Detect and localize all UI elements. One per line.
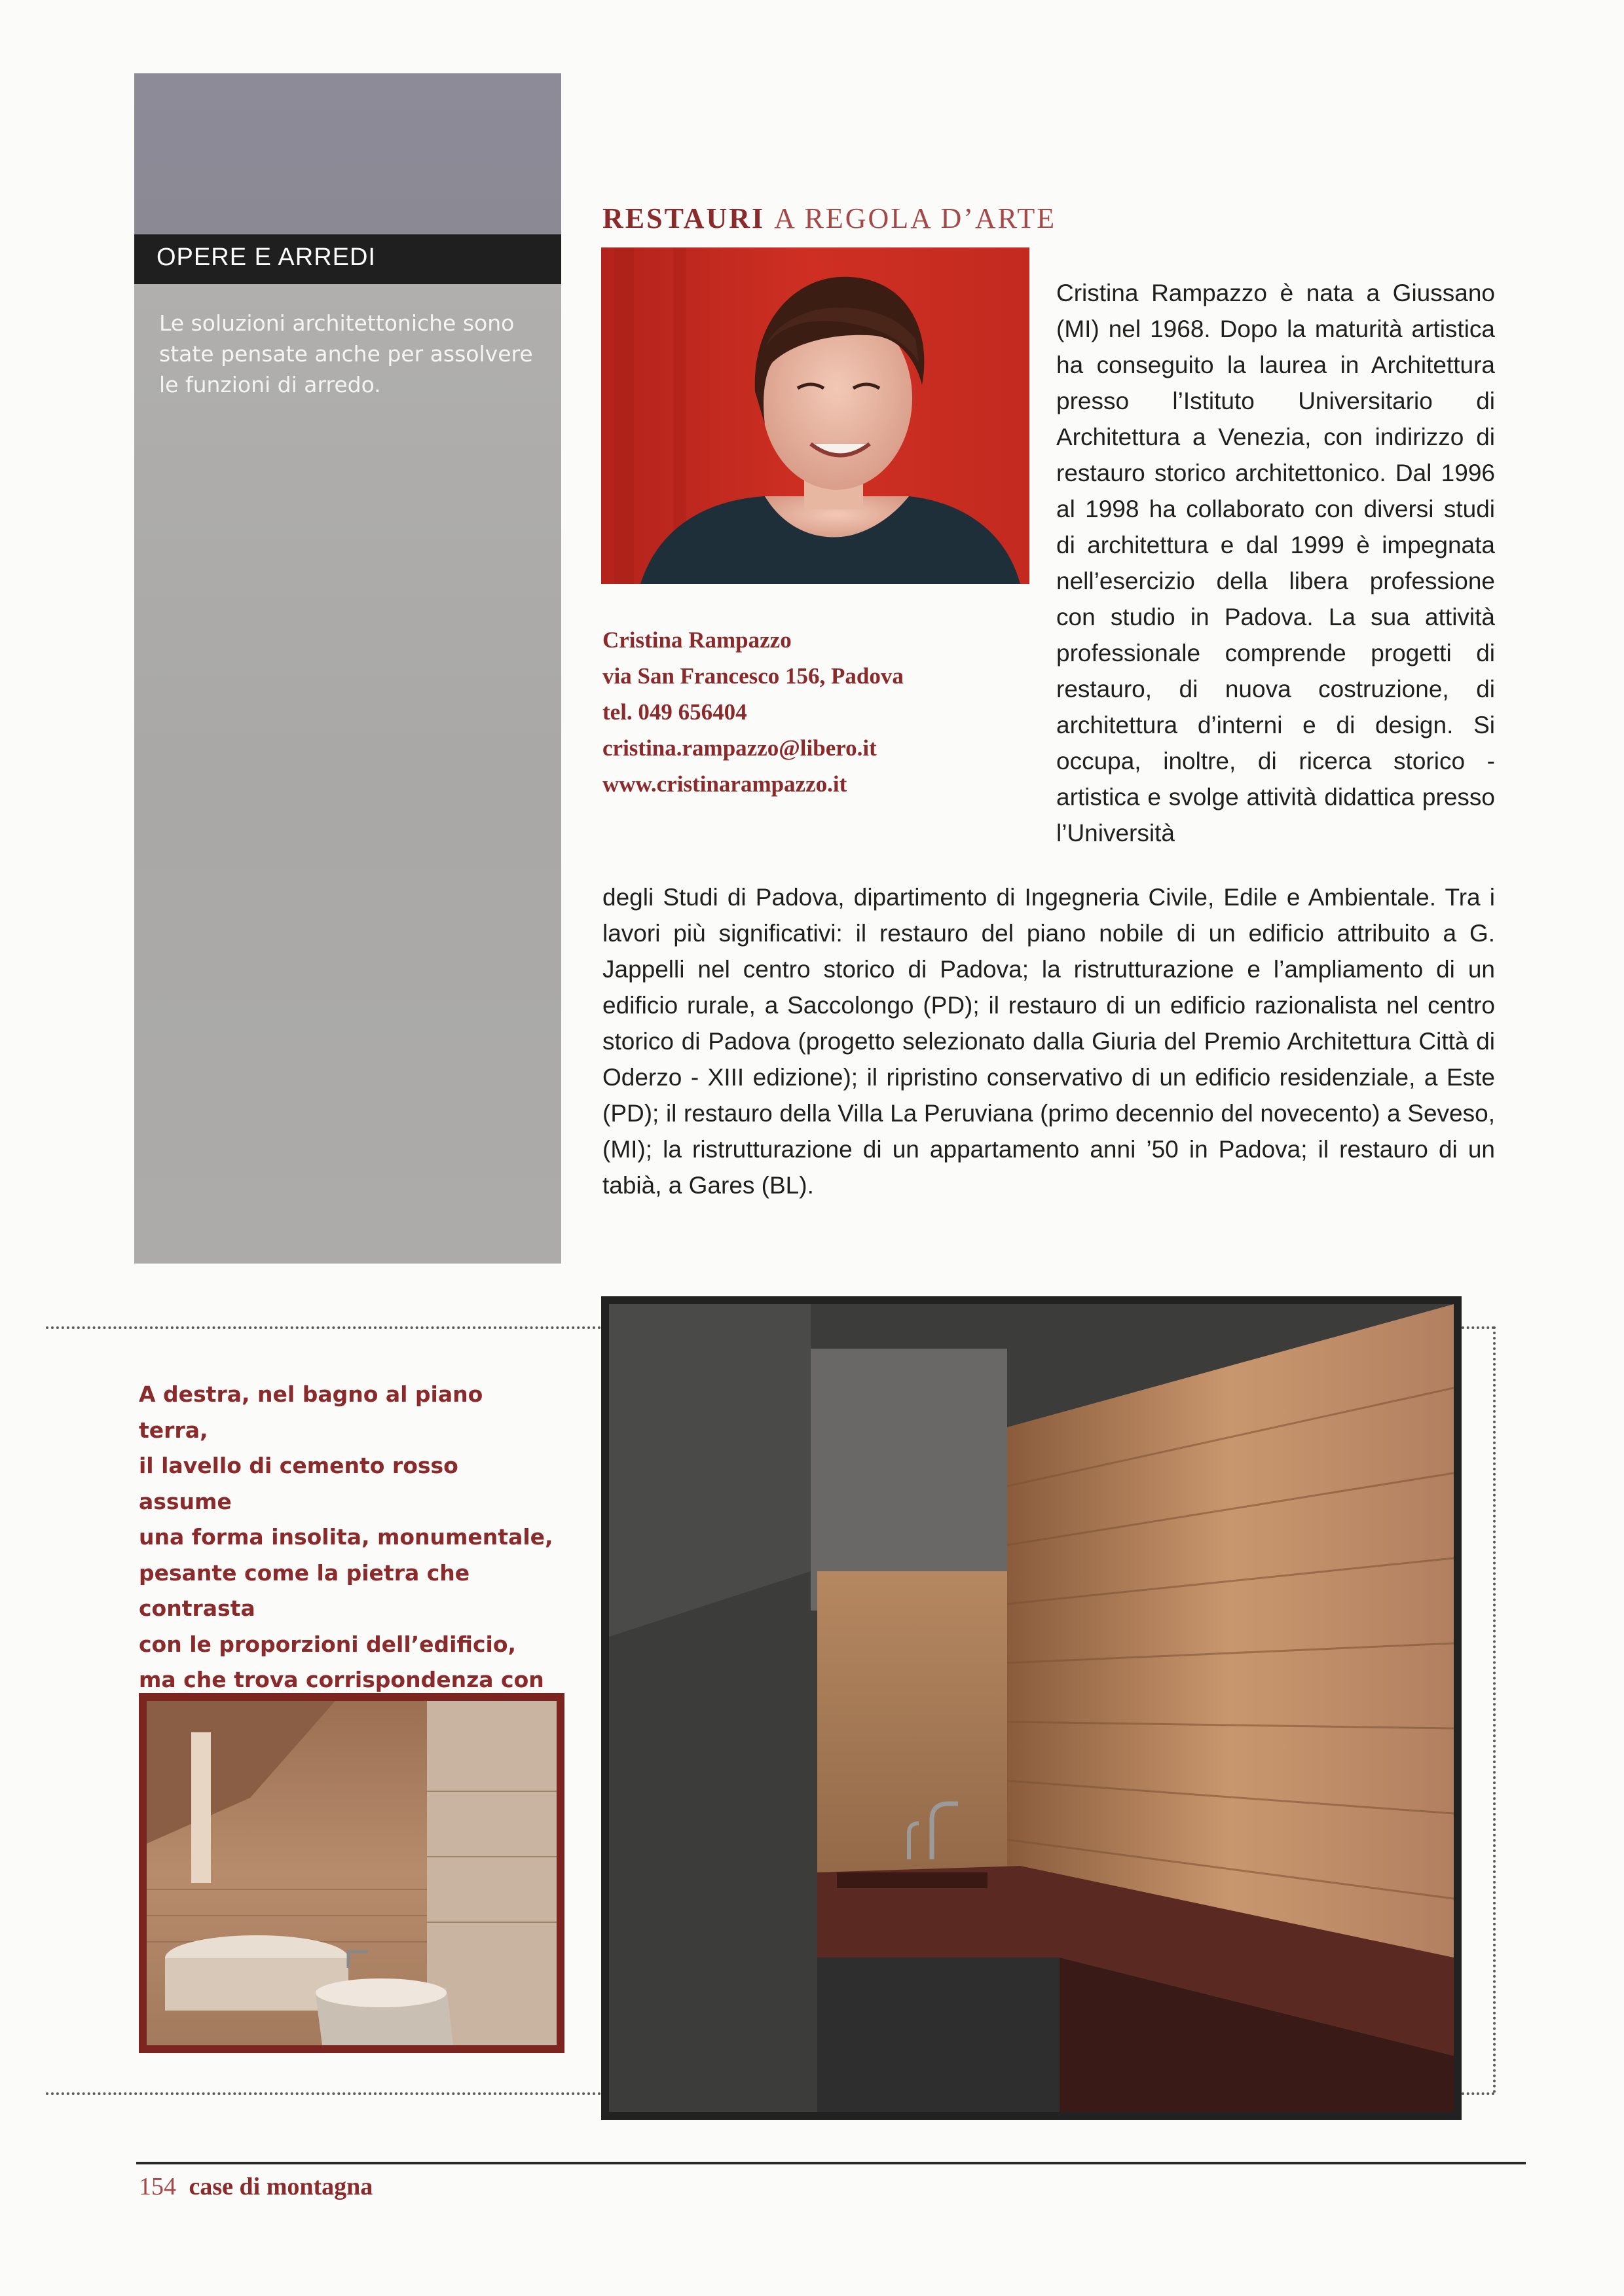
sidebar-header-label: OPERE E ARREDI [157,244,376,271]
page-number: 154 [139,2173,176,2200]
sidebar-header [134,234,561,284]
caption-line: ma che trova corrispondenza con [139,1667,544,1692]
attic-bathroom-photo [139,1693,564,2053]
portrait-photo [601,247,1029,584]
bio-text-full-width: degli Studi di Padova, dipartimento di Ingegneria Civile, Edile e Ambientale. Tra i lavori più significativi: il restauro del piano nobile di un edificio attribuito a G. Jappelli nel centro storico di Padova; la ristrutturazione e l’ampliamento di un edificio rurale, a Saccolongo (PD); il restauro di un edificio razionalista nel centro storico di Padova (progetto selezionato dalla Giuria del Premio Architettura Città di Oderzo - XIII edizione); il ripristino conservativo di un edificio residenziale, a Este (PD); il restauro della Villa La Peruviana (primo decennio del novecento) a Seveso, (MI); la ristrutturazione di un appartamento anni ’50 in Padova; il restauro di un tabià, a Gares (BL). [602,884,1495,1199]
caption-line: con le proporzioni dell’edificio, [139,1631,517,1657]
dotted-rule-right [1493,1326,1496,2094]
contact-email[interactable]: cristina.rampazzo@libero.it [602,735,877,761]
bio-text-column: Cristina Rampazzo è nata a Giussano (MI) nel 1968. Dopo la maturità artistica ha conseguito la laurea in Architettura presso l’Istituto Universitario di Architettura a Venezia, con indirizzo di restauro storico architettonico. Dal 1996 al 1998 ha collaborato con diversi studi di architettura e dal 1999 è impegnata nell’esercizio della libera professione con studio in Padova. La sua attività professionale comprende progetti di restauro, di nuova costruzione, di architettura d’interni e di design. Si occupa, inoltre, di ricerca storico - artistica e svolge attività didattica presso l’Università [1056,280,1495,847]
dotted-rule-top-right [1462,1326,1494,1329]
section-title-bold: RESTAURI [602,202,766,234]
page-footer [139,2172,373,2201]
sidebar-top-band [134,73,561,234]
contact-phone: tel. 049 656404 [602,699,747,725]
dotted-rule-top [46,1326,601,1329]
contact-website[interactable]: www.cristinarampazzo.it [602,771,847,797]
contact-address: via San Francesco 156, Padova [602,663,904,689]
footer-rule [136,2162,1526,2164]
magazine-name: case di montagna [189,2173,373,2200]
dotted-rule-bottom-right [1462,2092,1494,2095]
sidebar-text: Le soluzioni architettoniche sono state pensate anche per assolvere le funzioni di arredo. [159,310,533,397]
section-title-light: A REGOLA D’ARTE [774,202,1057,234]
caption-line: il lavello di cemento rosso assume [139,1453,458,1514]
caption-line: pesante come la pietra che contrasta [139,1559,470,1621]
caption-line: una forma insolita, monumentale, [139,1524,553,1550]
contact-name: Cristina Rampazzo [602,627,792,653]
sidebar-body [134,284,561,1264]
contact-block [602,622,904,802]
caption-line: A destra, nel bagno al piano terra, [139,1381,483,1443]
section-title [602,202,1056,235]
dotted-rule-bottom [46,2092,601,2095]
ground-floor-bathroom-photo [601,1296,1462,2120]
